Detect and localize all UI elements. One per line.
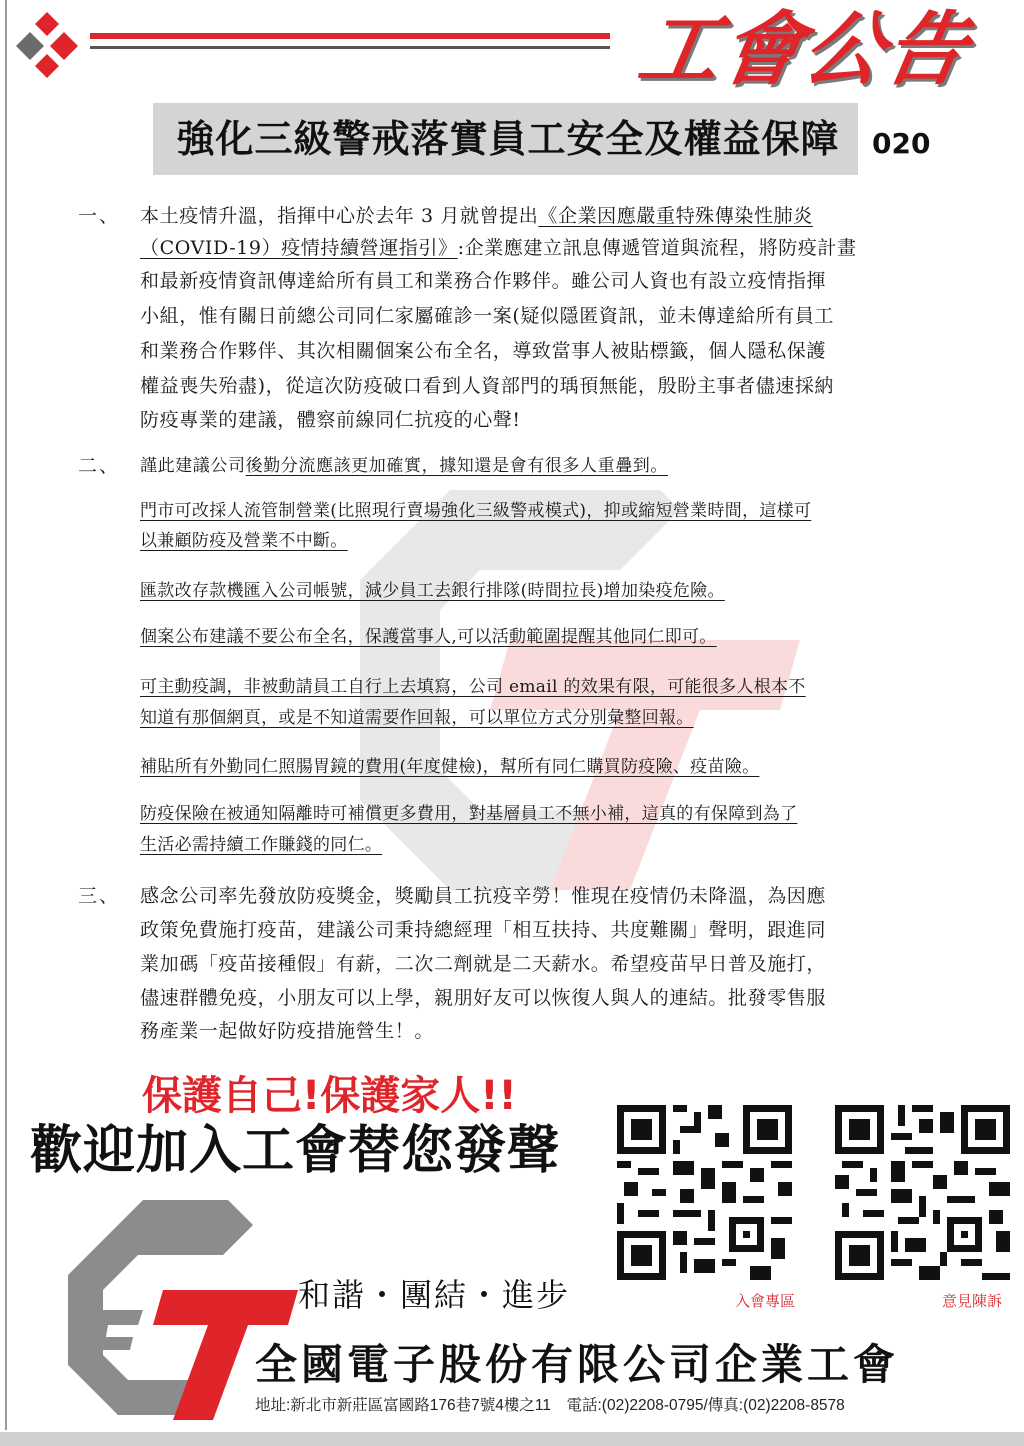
header-gray-line bbox=[90, 46, 610, 49]
section-3-number: 三、 bbox=[78, 885, 121, 907]
section-3-line-1: 感念公司率先發放防疫獎金，獎勵員工抗疫辛勞！惟現在疫情仍未降溫，為因應 bbox=[140, 885, 827, 907]
join-qr-label: 入會專區 bbox=[734, 1292, 795, 1310]
suggestion-3: 個案公布建議不要公布全名，保護當事人,可以活動範圍提醒其他同仁即可。 bbox=[140, 627, 717, 647]
section-3-line-2: 政策免費施打疫苗，建議公司秉持總經理「相互扶持、共度難關」聲明，跟進同 bbox=[140, 919, 827, 941]
section-1-line-1 bbox=[140, 200, 940, 232]
section-2-number: 二、 bbox=[78, 455, 121, 477]
guideline-title-part-1: 《企業因應嚴重特殊傳染性肺炎 bbox=[538, 205, 813, 227]
section-2-intro-underlined: 後勤分流應該更加確實，據知還是會有很多人重疊到。 bbox=[245, 456, 669, 476]
header-red-line bbox=[90, 33, 610, 39]
guideline-title-part-2: （COVID-19）疫情持續營運指引》 bbox=[140, 237, 458, 259]
section-3-line-3: 業加碼「疫苗接種假」有薪，二次二劑就是二天薪水。希望疫苗早日普及施打， bbox=[140, 953, 827, 975]
suggestion-1-line-1: 門市可改採人流管制營業(比照現行賣場強化三級警戒模式)，抑或縮短營業時間，這樣可 bbox=[140, 501, 812, 521]
slogan-protect: 保護自己!保護家人!! bbox=[142, 1073, 517, 1119]
suggestion-5: 補貼所有外勤同仁照腸胃鏡的費用(年度健檢)，幫所有同仁購買防疫險、疫苗險。 bbox=[140, 757, 760, 777]
section-3-line-4: 儘速群體免疫，小朋友可以上學，親朋好友可以恢復人與人的連結。批發零售服 bbox=[140, 987, 827, 1009]
page-title: 強化三級警戒落實員工安全及權益保障 bbox=[176, 117, 840, 161]
section-1-line-7: 防疫專業的建議，體察前線同仁抗疫的心聲! bbox=[140, 409, 521, 431]
section-2-intro bbox=[140, 450, 940, 482]
union-name: 全國電子股份有限公司企業工會 bbox=[255, 1340, 900, 1389]
section-1-number: 一、 bbox=[78, 205, 121, 227]
union-motto: 和諧・團結・進步 bbox=[298, 1276, 571, 1314]
section-1-line-6: 權益喪失殆盡)，從這次防疫破口看到人資部門的瑀頇無能，殷盼主事者儘速採納 bbox=[140, 375, 835, 397]
slogan-join-union: 歡迎加入工會替您發聲 bbox=[30, 1121, 561, 1181]
notice-number: 020 bbox=[872, 127, 931, 160]
feedback-qr-label: 意見陳訴 bbox=[941, 1292, 1002, 1310]
join-qr-code-icon[interactable] bbox=[617, 1105, 792, 1280]
banner-title: 工會公告 bbox=[631, 3, 977, 96]
suggestion-2: 匯款改存款機匯入公司帳號，減少員工去銀行排隊(時間拉長)增加染疫危險。 bbox=[140, 581, 725, 601]
left-border-line bbox=[5, 0, 7, 1430]
section-1-line-5: 和業務合作夥伴、其次相關個案公布全名，導致當事人被貼標籤，個人隱私保護 bbox=[140, 340, 827, 362]
suggestion-6-line-2: 生活必需持續工作賺錢的同仁。 bbox=[140, 835, 383, 855]
suggestion-1-line-2: 以兼顧防疫及營業不中斷。 bbox=[140, 531, 348, 551]
suggestion-4-line-2: 知道有那個網頁，或是不知道需要作回報，可以單位方式分別彙整回報。 bbox=[140, 708, 694, 728]
diamond-logo-icon bbox=[12, 10, 82, 84]
section-2-intro-text: 謹此建議公司 bbox=[140, 456, 246, 476]
suggestion-6-line-1: 防疫保險在被通知隔離時可補償更多費用，對基層員工不無小補，這真的有保障到為了 bbox=[140, 804, 798, 824]
section-1-line-3: 和最新疫情資訊傳達給所有員工和業務合作夥伴。雖公司人資也有設立疫情指揮 bbox=[140, 270, 827, 292]
section-1-line-2 bbox=[140, 232, 940, 264]
suggestion-4-line-1: 可主動疫調，非被動請員工自行上去填寫，公司 email 的效果有限，可能很多人根本不 bbox=[140, 677, 806, 697]
section-1-line-1-text: 本土疫情升溫，指揮中心於去年 3 月就曾提出 bbox=[140, 205, 539, 227]
feedback-qr-code-icon[interactable] bbox=[835, 1105, 1010, 1280]
contact-address: 地址:新北市新莊區富國路176巷7號4樓之11 電話:(02)2208-0795/傳真:(02)2208-8578 bbox=[255, 1397, 845, 1414]
section-3-line-5: 務產業一起做好防疫措施營生！。 bbox=[140, 1020, 435, 1042]
section-1-line-2-text: :企業應建立訊息傳遞管道與流程，將防疫計畫 bbox=[457, 237, 857, 259]
section-1-line-4: 小組，惟有關日前總公司同仁家屬確診一案(疑似隱匿資訊，並未傳達給所有員工 bbox=[140, 305, 835, 327]
bottom-bar bbox=[0, 1432, 1024, 1446]
